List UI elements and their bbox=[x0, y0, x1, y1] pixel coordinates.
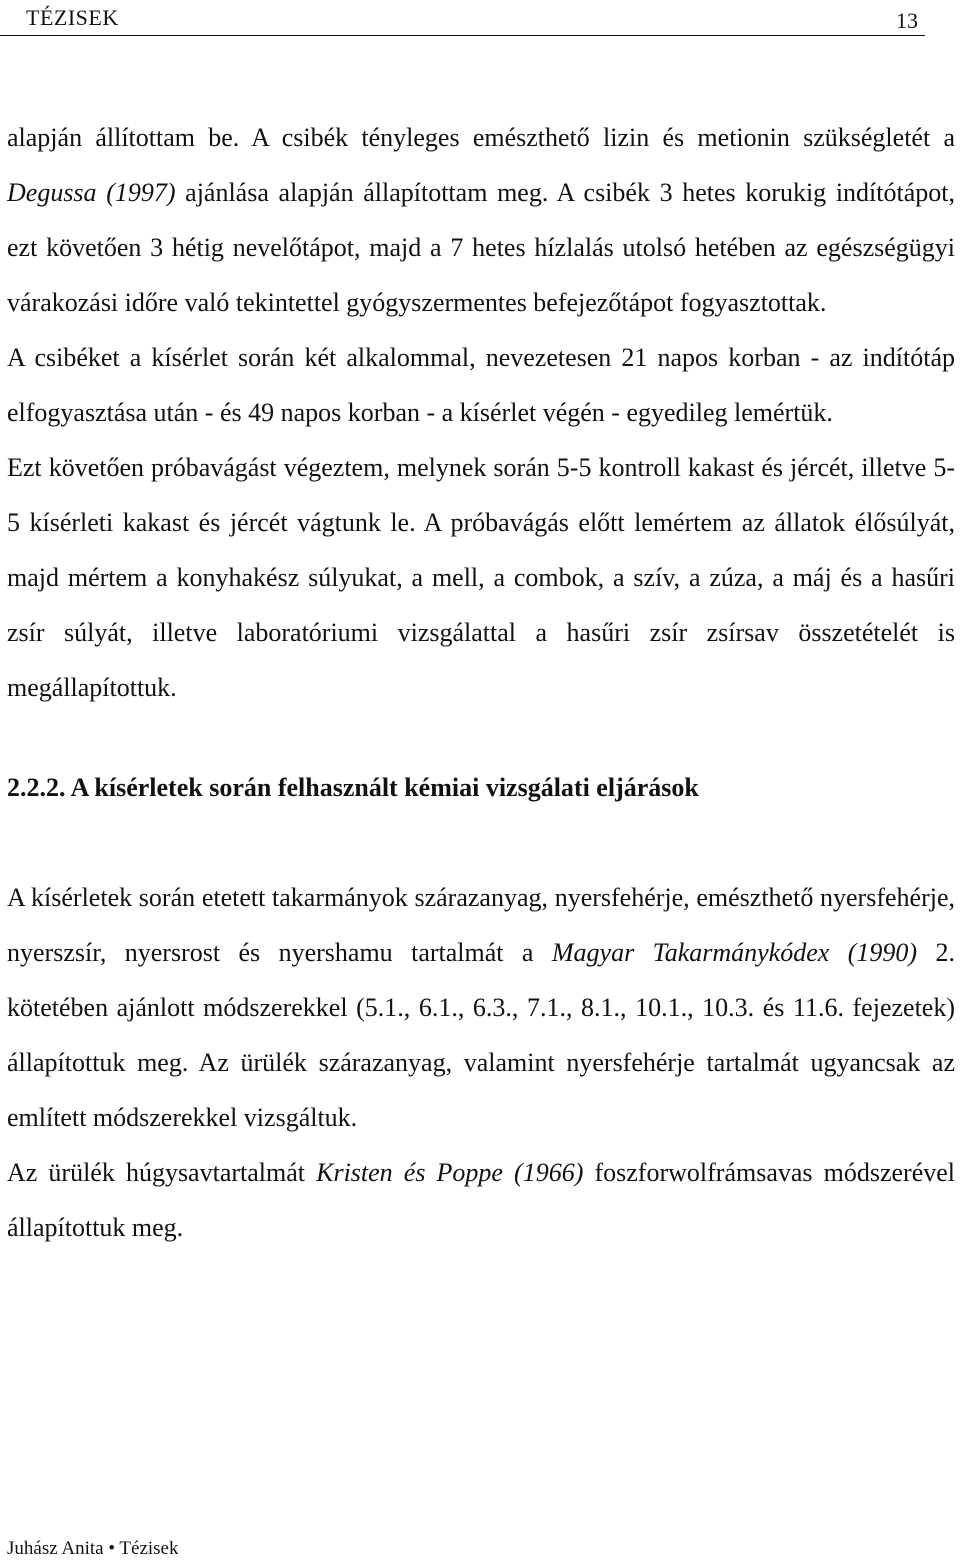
footer-label: Tézisek bbox=[119, 1538, 179, 1559]
text-run: A csibéket a kísérlet során két alkalommal, nevezetesen 21 napos korban - az indítótáp elfogyasztása után - és 49 napos korban - a kísérlet végén - egyedileg lemértük. bbox=[7, 343, 955, 427]
running-title: TÉZISEK bbox=[26, 5, 119, 30]
citation: Kristen és Poppe (1966) bbox=[316, 1158, 584, 1187]
paragraph bbox=[7, 1145, 955, 1255]
text-run: A kísérletek során etetett takarmányok szárazanyag, nyersfehérje, emészthető nyersfehérje, nyerszsír, nyersrost és nyershamu tartalmát a bbox=[7, 883, 955, 967]
footer-separator: • bbox=[108, 1538, 115, 1559]
footer-author: Juhász Anita bbox=[7, 1538, 104, 1559]
citation: Degussa (1997) bbox=[7, 178, 176, 207]
page-number: 13 bbox=[896, 8, 918, 33]
paragraph bbox=[7, 110, 955, 330]
body-text bbox=[7, 110, 955, 1255]
section-heading: 2.2.2. A kísérletek során felhasznált kémiai vizsgálati eljárások bbox=[7, 773, 699, 802]
text-run: foszforwolfrámsavas módszerével állapítottuk meg. bbox=[7, 1158, 956, 1242]
text-run: Ezt követően próbavágást végeztem, melynek során 5-5 kontroll kakast és jércét, illetve 5-5 kísérleti kakast és jércét vágtunk le. A próbavágás előtt lemértem az állatok élősúlyát, majd mértem a konyhakész súlyukat, a mell, a combok, a szív, a zúza, a máj és a hasűri zsír súlyát, illetve laboratóriumi vizsgálattal a hasűri zsír zsírsav összetételét is megállapítottuk. bbox=[7, 453, 955, 702]
paragraph bbox=[7, 330, 955, 440]
text-run: 2. kötetében ajánlott módszerekkel (5.1., 6.1., 6.3., 7.1., 8.1., 10.1., 10.3. és 11.6. fejezetek) állapítottuk meg. Az ürülék szárazanyag, valamint nyersfehérje tartalmát ugyancsak az említett módszerekkel vizsgáltuk. bbox=[7, 938, 955, 1132]
page-header bbox=[0, 0, 960, 36]
header-rule bbox=[0, 35, 925, 36]
page-footer bbox=[7, 1538, 178, 1560]
paragraph bbox=[7, 870, 955, 1145]
paragraph bbox=[7, 440, 955, 715]
text-run: ajánlása alapján állapítottam meg. A csibék 3 hetes korukig indítótápot, ezt követően 3 hétig nevelőtápot, majd a 7 hetes hízlalás utolsó hetében az egészségügyi várakozási időre való tekintettel gyógyszermentes befejezőtápot fogyasztottak. bbox=[7, 178, 955, 317]
citation: Magyar Takarmánykódex (1990) bbox=[551, 938, 918, 967]
text-run: Az ürülék húgysavtartalmát bbox=[7, 1158, 317, 1187]
text-run: alapján állítottam be. A csibék tényleges emészthető lizin és metionin szükségletét a bbox=[7, 123, 955, 152]
